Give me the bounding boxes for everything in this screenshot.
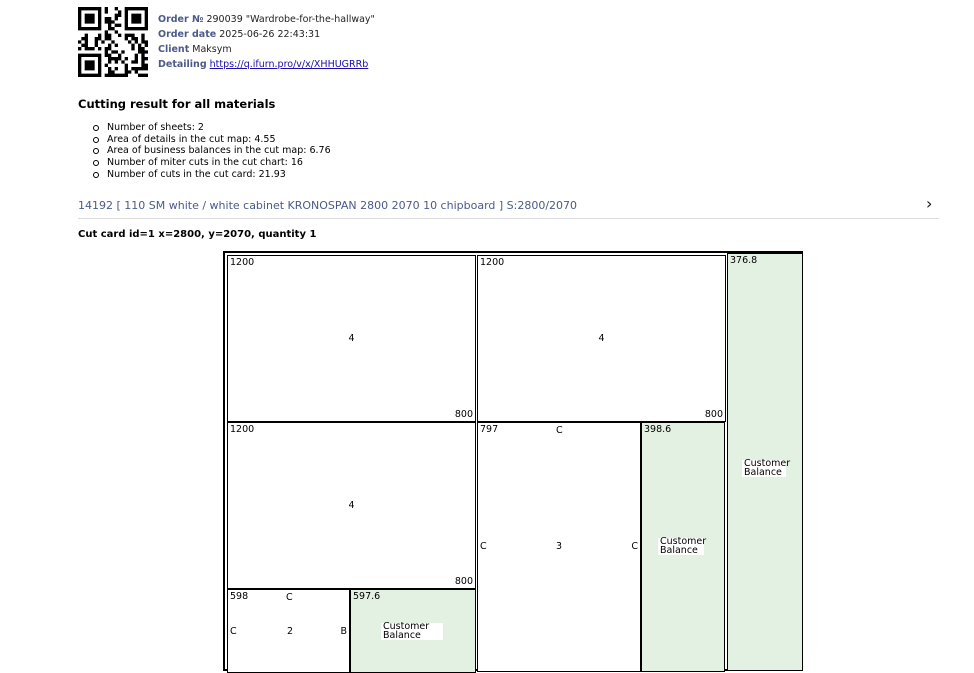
detail-part xyxy=(477,422,641,672)
detail-part xyxy=(227,255,476,422)
balance-part xyxy=(641,422,725,672)
part-width-label: 1200 xyxy=(230,257,255,268)
stats-list xyxy=(89,122,331,181)
balance-width-label: 398.6 xyxy=(644,424,672,435)
balance-part xyxy=(727,253,803,671)
order-date-row: Order date 2025-06-26 22:43:31 xyxy=(158,29,321,40)
edge-top-label: C xyxy=(556,425,563,436)
material-header[interactable]: 14192 [ 110 SM white / white cabinet KRONOSPAN 2800 2070 10 chipboard ] S:2800/2070 xyxy=(78,199,578,212)
edge-left-label: C xyxy=(230,626,237,637)
detail-part xyxy=(227,589,350,673)
stat-sheets: Number of sheets: 2 xyxy=(89,122,331,134)
part-quantity-label: 3 xyxy=(555,541,563,552)
edge-right-label: C xyxy=(631,541,638,552)
cut-sheet xyxy=(223,251,803,671)
stat-details-area: Area of details in the cut map: 4.55 xyxy=(89,134,331,146)
order-number-row: Order № 290039 "Wardrobe-for-the-hallway" xyxy=(158,14,375,25)
part-height-label: 800 xyxy=(704,409,723,420)
results-title: Cutting result for all materials xyxy=(78,97,276,111)
stat-miter-cuts: Number of miter cuts in the cut chart: 16 xyxy=(89,157,331,169)
part-width-label: 797 xyxy=(480,424,499,435)
part-height-label: 800 xyxy=(454,409,473,420)
cut-card-title: Cut card id=1 x=2800, y=2070, quantity 1 xyxy=(78,229,317,240)
balance-part xyxy=(350,589,476,673)
detail-part xyxy=(477,255,726,422)
balance-label: Customer Balance xyxy=(660,536,707,556)
balance-width-label: 597.6 xyxy=(353,591,381,602)
detailing-link[interactable]: https://q.ifurn.pro/v/x/XHHUGRRb xyxy=(209,59,369,70)
part-width-label: 1200 xyxy=(480,257,505,268)
part-quantity-label: 4 xyxy=(598,332,605,344)
part-width-label: 598 xyxy=(230,591,249,602)
edge-left-label: C xyxy=(480,541,487,552)
part-height-label: 800 xyxy=(454,576,473,587)
edge-right-label: B xyxy=(340,626,347,637)
qr-code-icon xyxy=(78,7,148,77)
balance-label: Customer Balance xyxy=(381,623,443,640)
stat-balances-area: Area of business balances in the cut map: 6.76 xyxy=(89,145,331,157)
client-row: Client Maksym xyxy=(158,44,232,55)
divider xyxy=(78,218,939,219)
detailing-row: Detailing https://q.ifurn.pro/v/x/XHHUGRRb xyxy=(158,59,369,70)
edge-top-label: C xyxy=(286,592,293,603)
balance-width-label: 376.8 xyxy=(730,255,758,266)
part-quantity-label: 2 xyxy=(286,626,294,637)
part-quantity-label: 4 xyxy=(348,499,355,511)
stat-cuts: Number of cuts in the cut card: 21.93 xyxy=(89,169,331,181)
part-width-label: 1200 xyxy=(230,424,255,435)
part-quantity-label: 4 xyxy=(348,332,355,344)
detail-part xyxy=(227,422,476,589)
chevron-right-icon[interactable]: › xyxy=(926,194,933,213)
balance-label: Customer Balance xyxy=(744,458,791,478)
